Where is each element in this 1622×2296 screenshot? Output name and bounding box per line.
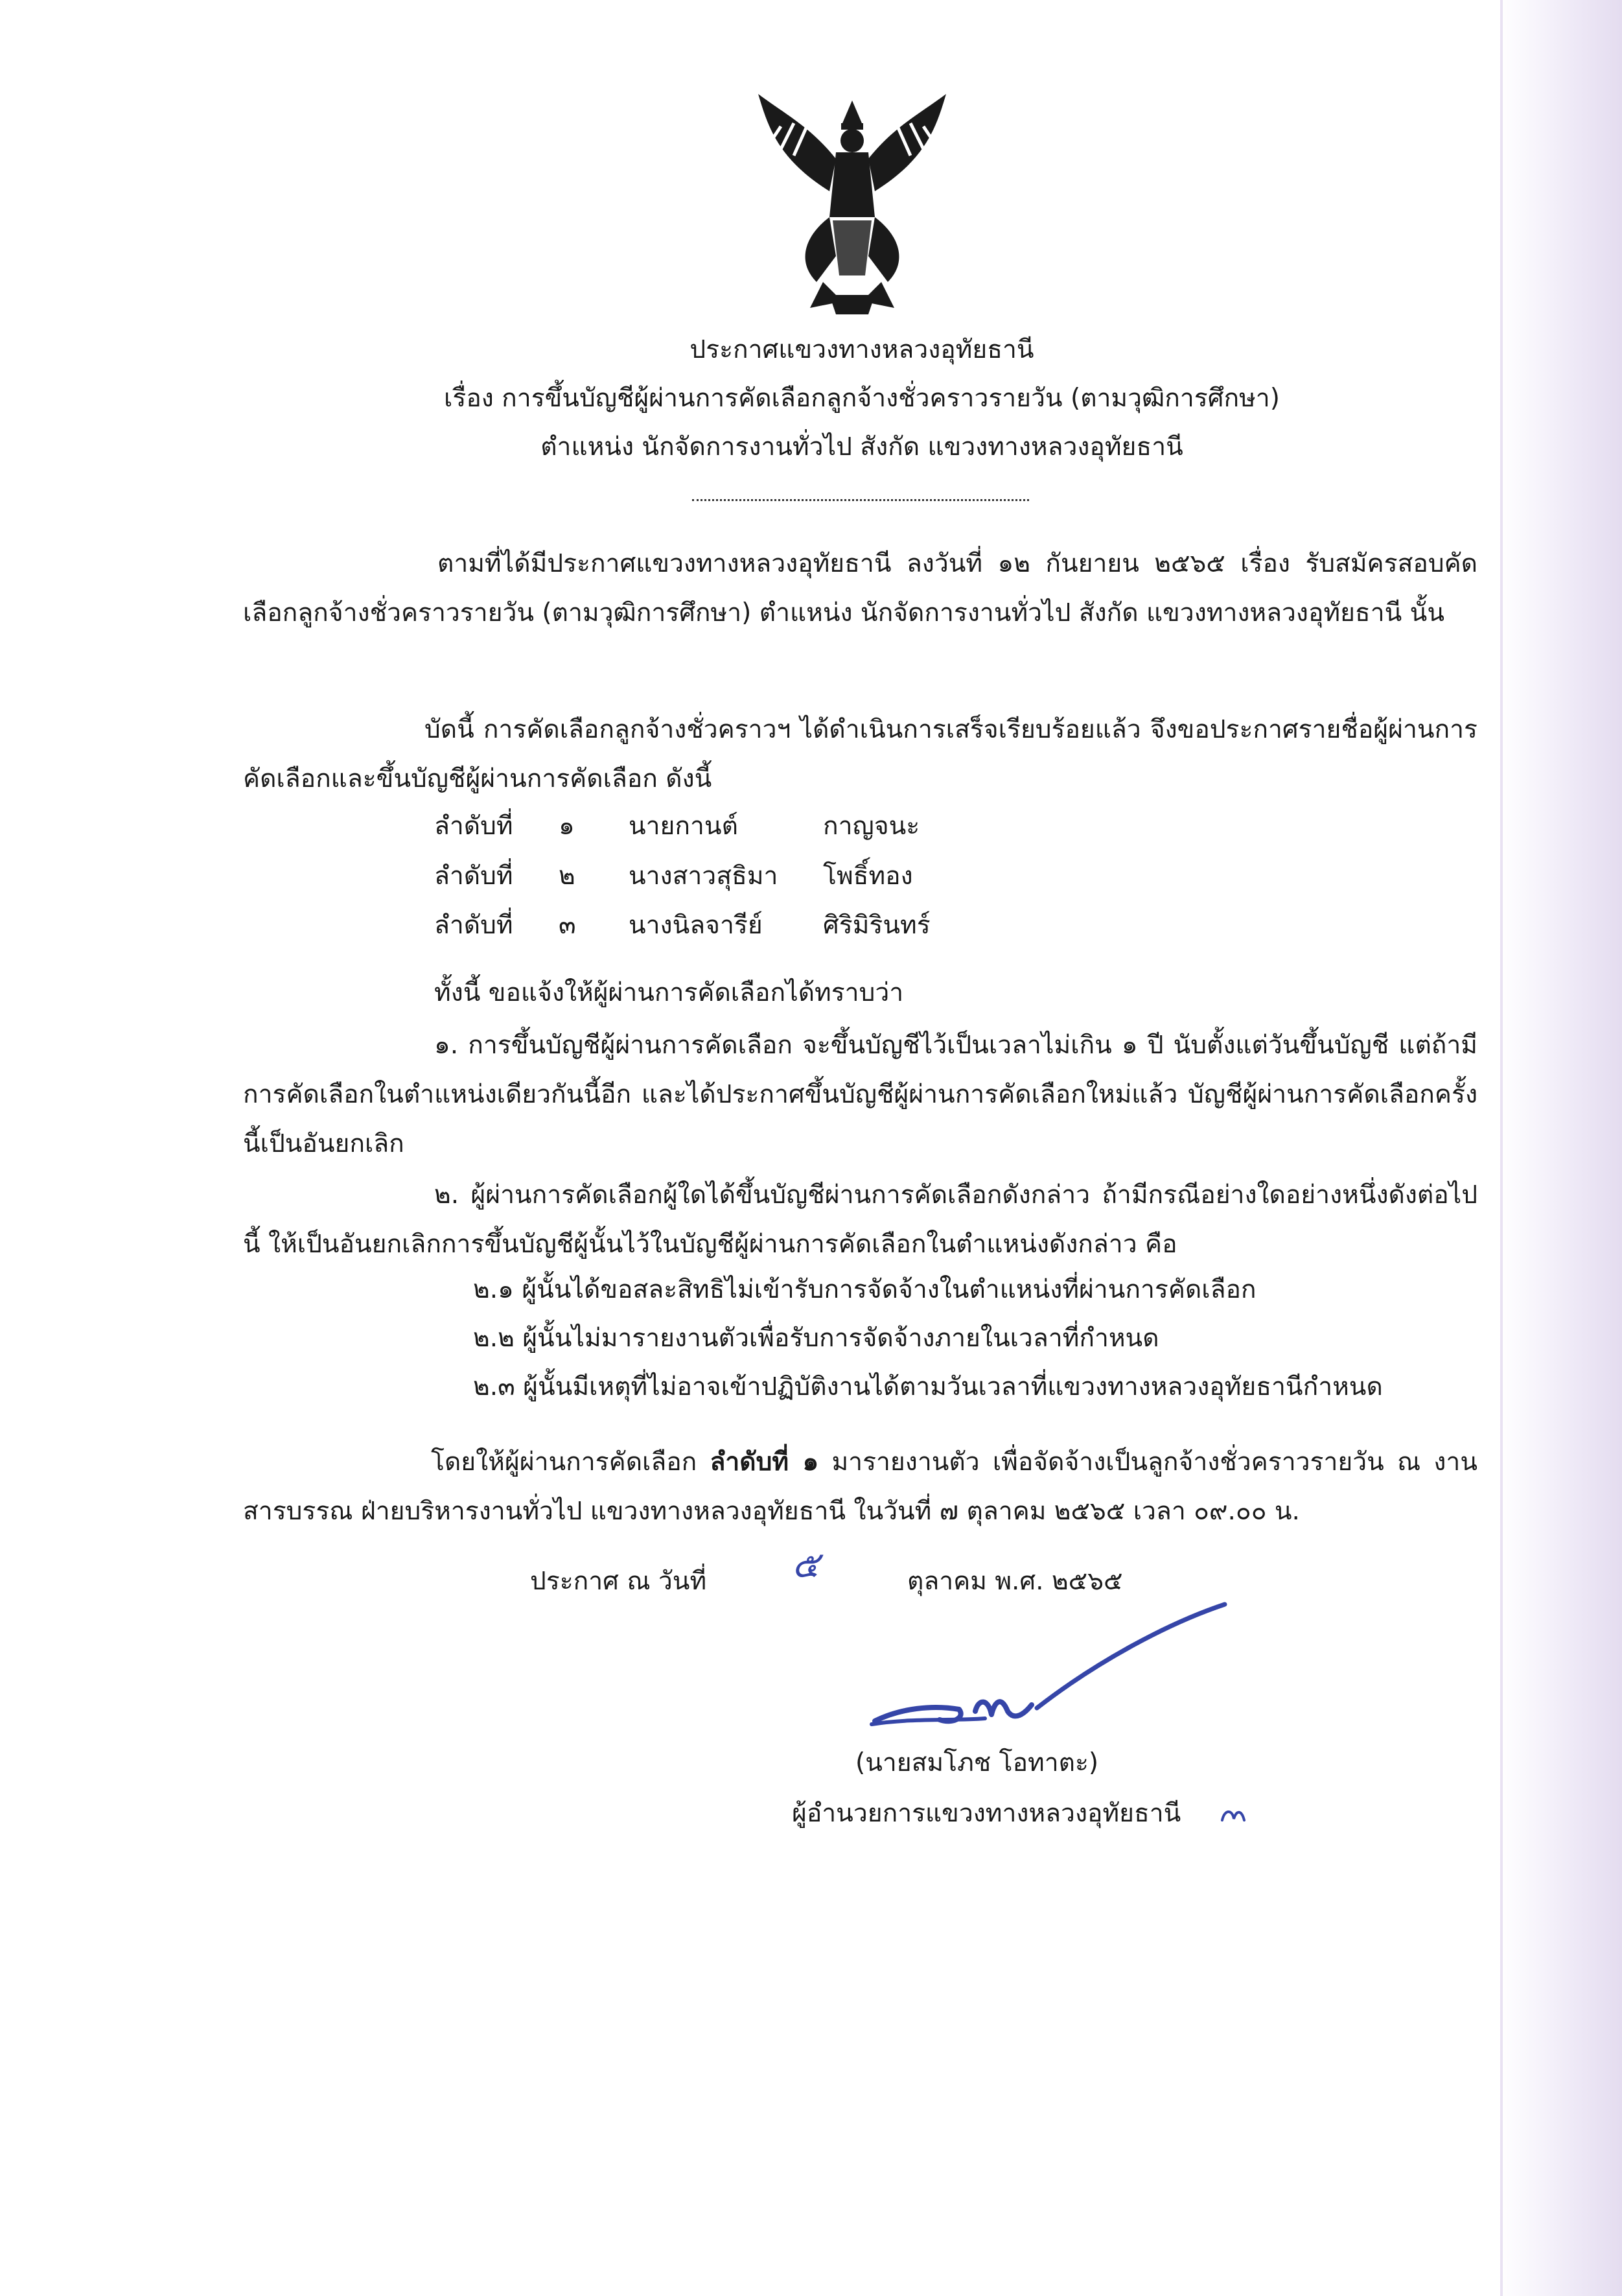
- rank-label: ลำดับที่: [434, 861, 513, 891]
- condition-item-2-1: ๒.๑ ผู้นั้นได้ขอสละสิทธิไม่เข้ารับการจัดจ้างในตำแหน่งที่ผ่านการคัดเลือก: [473, 1275, 1257, 1304]
- candidate-surname: กาญจนะ: [823, 812, 920, 841]
- paragraph-result: บัดนี้ การคัดเลือกลูกจ้างชั่วคราวฯ ได้ดำเนินการเสร็จเรียบร้อยแล้ว จึงขอประกาศรายชื่อผู้ผ่านการคัดเลือกและขึ้นบัญชีผู้ผ่านการคัดเลือก ดังนี้: [243, 715, 1477, 793]
- rank-label: ลำดับที่: [434, 812, 513, 841]
- handwritten-initial-mark: [1218, 1801, 1251, 1827]
- report-rank-bold: ลำดับที่ ๑: [710, 1447, 819, 1477]
- candidate-name: นางนิลจารีย์: [629, 911, 763, 940]
- candidate-name: นายกานต์: [629, 812, 738, 841]
- notice-intro: ทั้งนี้ ขอแจ้งให้ผู้ผ่านการคัดเลือกได้ทราบว่า: [434, 978, 904, 1007]
- signer-position: ผู้อำนวยการแขวงทางหลวงอุทัยธานี: [792, 1799, 1181, 1828]
- rank-label: ลำดับที่: [434, 911, 513, 940]
- condition-item-2-3: ๒.๓ ผู้นั้นมีเหตุที่ไม่อาจเข้าปฏิบัติงานได้ตามวันเวลาที่แขวงทางหลวงอุทัยธานีกำหนด: [473, 1372, 1383, 1401]
- announce-date-prefix: ประกาศ ณ วันที่: [530, 1567, 707, 1596]
- announce-day-handwritten: ๕: [792, 1544, 820, 1586]
- announce-date-suffix: ตุลาคม พ.ศ. ๒๕๖๕: [907, 1567, 1123, 1596]
- announcement-subject: เรื่อง การขึ้นบัญชีผู้ผ่านการคัดเลือกลูกจ้างชั่วคราวรายวัน (ตามวุฒิการศึกษา): [444, 384, 1280, 413]
- page-edge-shadow: [1499, 0, 1622, 2296]
- announcement-position: ตำแหน่ง นักจัดการงานทั่วไป สังกัด แขวงทางหลวงอุทัยธานี: [540, 432, 1183, 462]
- signer-name: (นายสมโภช โอทาตะ): [855, 1748, 1099, 1777]
- condition-item-2-2: ๒.๒ ผู้นั้นไม่มารายงานตัวเพื่อรับการจัดจ้างภายในเวลาที่กำหนด: [473, 1324, 1159, 1353]
- report-text-pre: โดยให้ผู้ผ่านการคัดเลือก: [431, 1447, 710, 1477]
- announcement-title: ประกาศแขวงทางหลวงอุทัยธานี: [689, 335, 1034, 364]
- condition-item-2: ๒. ผู้ผ่านการคัดเลือกผู้ใดได้ขึ้นบัญชีผ่านการคัดเลือกดังกล่าว ถ้ามีกรณีอย่างใดอย่างหนึ่งดังต่อไปนี้ ให้เป็นอันยกเลิกการขึ้นบัญชีผู้นั้นไว้ในบัญชีผู้ผ่านการคัดเลือกในตำแหน่งดังกล่าว คือ: [243, 1180, 1477, 1259]
- rank-number: ๒: [559, 861, 575, 891]
- candidate-surname: ศิริมิรินทร์: [823, 911, 931, 940]
- rank-number: ๓: [559, 911, 576, 940]
- condition-item-1: ๑. การขึ้นบัญชีผู้ผ่านการคัดเลือก จะขึ้นบัญชีไว้เป็นเวลาไม่เกิน ๑ ปี นับตั้งแต่วันขึ้นบัญชี แต่ถ้ามีการคัดเลือกในตำแหน่งเดียวกันนี้อีก และได้ประกาศขึ้นบัญชีผู้ผ่านการคัดเลือกใหม่แล้ว บัญชีผู้ผ่านการคัดเลือกครั้งนี้เป็นอันยกเลิก: [243, 1031, 1477, 1158]
- page-fold-line: [1500, 0, 1503, 2296]
- signature-mark: [862, 1591, 1238, 1747]
- candidate-name: นางสาวสุธิมา: [629, 861, 778, 891]
- report-text-post: มารายงานตัว เพื่อจัดจ้างเป็นลูกจ้างชั่วคราวรายวัน ณ งานสารบรรณ ฝ่ายบริหารงานทั่วไป แขวงทางหลวงอุทัยธานี ในวันที่ ๗ ตุลาคม ๒๕๖๕ เวลา ๐๙.๐๐ น.: [243, 1447, 1477, 1526]
- rank-number: ๑: [559, 812, 575, 841]
- paragraph-report-instruction: [243, 1438, 1477, 1536]
- paragraph-reference: ตามที่ได้มีประกาศแขวงทางหลวงอุทัยธานี ลงวันที่ ๑๒ กันยายน ๒๕๖๕ เรื่อง รับสมัครสอบคัดเลือกลูกจ้างชั่วคราวรายวัน (ตามวุฒิการศึกษา) ตำแหน่ง นักจัดการงานทั่วไป สังกัด แขวงทางหลวงอุทัยธานี นั้น: [243, 549, 1477, 627]
- candidate-surname: โพธิ์ทอง: [823, 861, 913, 891]
- title-divider: [692, 499, 1029, 501]
- garuda-emblem-icon: [745, 88, 959, 321]
